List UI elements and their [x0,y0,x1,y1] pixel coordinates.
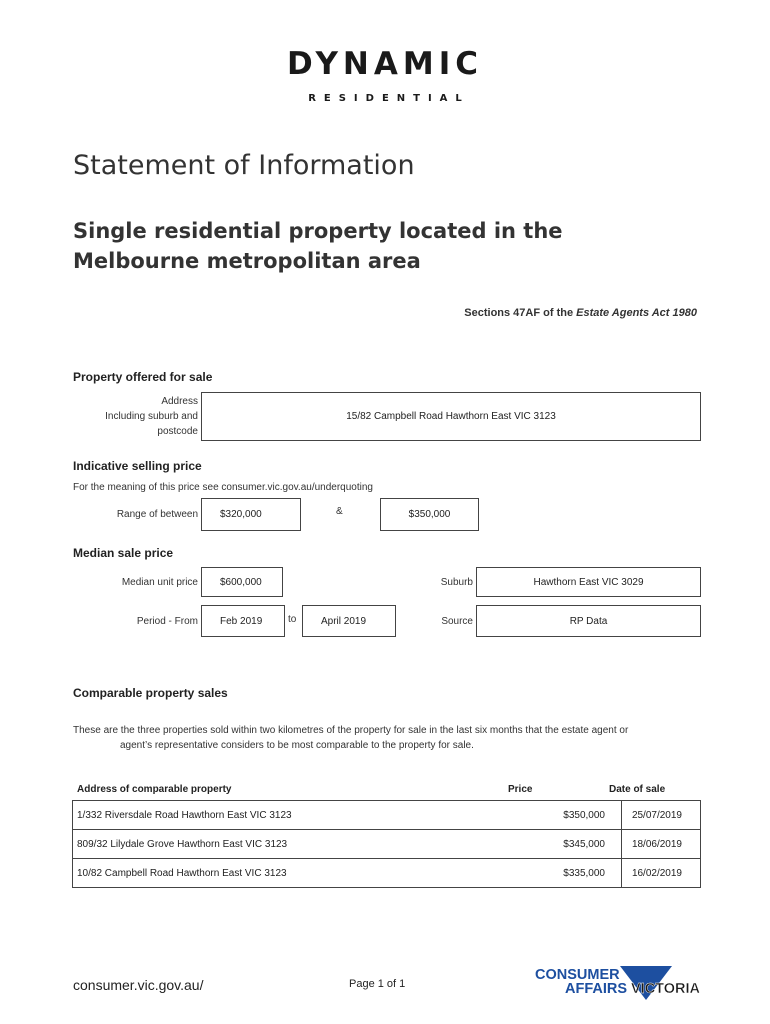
period-from-value: Feb 2019 [220,615,263,627]
brand-logo-tagline: RESIDENTIAL [308,93,470,104]
comparable-price: $335,000 [501,859,622,888]
document-subtitle: Single residential property located in the Melbourne metropolitan area [73,219,563,273]
comparable-sales-table [72,800,701,888]
property-address-value: 15/82 Campbell Road Hawthorn East VIC 3123 [346,411,556,422]
source-value: RP Data [569,615,608,627]
table-row [73,801,701,830]
median-price-field [201,567,283,597]
brand-logo-name: DYNAMIC [287,46,483,82]
logo-affairs-text: AFFAIRS [565,981,628,997]
period-to-value: April 2019 [321,615,367,627]
footer-url-link[interactable]: consumer.vic.gov.au/ [73,977,204,993]
table-row [73,859,701,888]
price-high-value: $350,000 [408,509,451,520]
address-label [60,394,198,439]
table-row [73,830,701,859]
column-header-date: Date of sale [609,784,666,795]
comparable-date: 18/06/2019 [622,830,701,859]
suburb-label: Suburb [440,577,473,588]
legislation-prefix: Sections 47AF of the [464,307,577,319]
address-label-line-1: Address [161,396,198,407]
median-heading: Median sale price [73,546,174,560]
comparable-address: 1/332 Riversdale Road Hawthorn East VIC 3123 [73,801,502,830]
suburb-field [476,567,701,597]
logo-victoria-text: VICTORIA [631,981,701,997]
range-separator: & [336,506,343,517]
comparable-intro-line-2: agent’s representative considers to be most comparable to the property for sale. [120,740,474,751]
column-header-price: Price [508,784,533,795]
comparable-intro-line-1: These are the three properties sold within two kilometres of the property for sale in the last six months that the estate agent or [73,725,629,736]
comparable-price: $350,000 [501,801,622,830]
address-label-line-2: Including suburb and [105,411,198,422]
comparable-heading: Comparable property sales [73,686,228,700]
column-header-address: Address of comparable property [77,784,232,795]
comparable-address: 10/82 Campbell Road Hawthorn East VIC 3123 [73,859,502,888]
indicative-note: For the meaning of this price see consumer.vic.gov.au/underquoting [73,482,373,493]
price-low-value: $320,000 [220,509,262,520]
comparable-price: $345,000 [501,830,622,859]
comparable-date: 25/07/2019 [622,801,701,830]
comparable-date: 16/02/2019 [622,859,701,888]
period-from-label: Period - From [136,616,198,627]
price-high-field [380,498,479,531]
indicative-heading: Indicative selling price [73,459,202,473]
page-number: Page 1 of 1 [349,978,406,990]
source-label: Source [441,616,473,627]
document-title: Statement of Information [73,150,415,181]
median-price-label: Median unit price [121,577,198,588]
property-heading: Property offered for sale [73,370,213,384]
consumer-affairs-victoria-logo [534,963,709,1003]
property-address-field [201,392,701,441]
logo-consumer-text: CONSUMER [535,967,620,983]
suburb-value: Hawthorn East VIC 3029 [533,576,644,588]
range-label: Range of between [116,509,198,520]
legislation-reference [464,307,697,319]
price-low-field [201,498,301,531]
comparable-address: 809/32 Lilydale Grove Hawthorn East VIC 3123 [73,830,502,859]
source-field [476,605,701,637]
period-to-label: to [288,614,297,625]
legislation-act: Estate Agents Act 1980 [576,307,697,319]
median-price-value: $600,000 [220,576,262,588]
period-from-field [201,605,285,637]
address-label-line-3: postcode [157,426,198,437]
